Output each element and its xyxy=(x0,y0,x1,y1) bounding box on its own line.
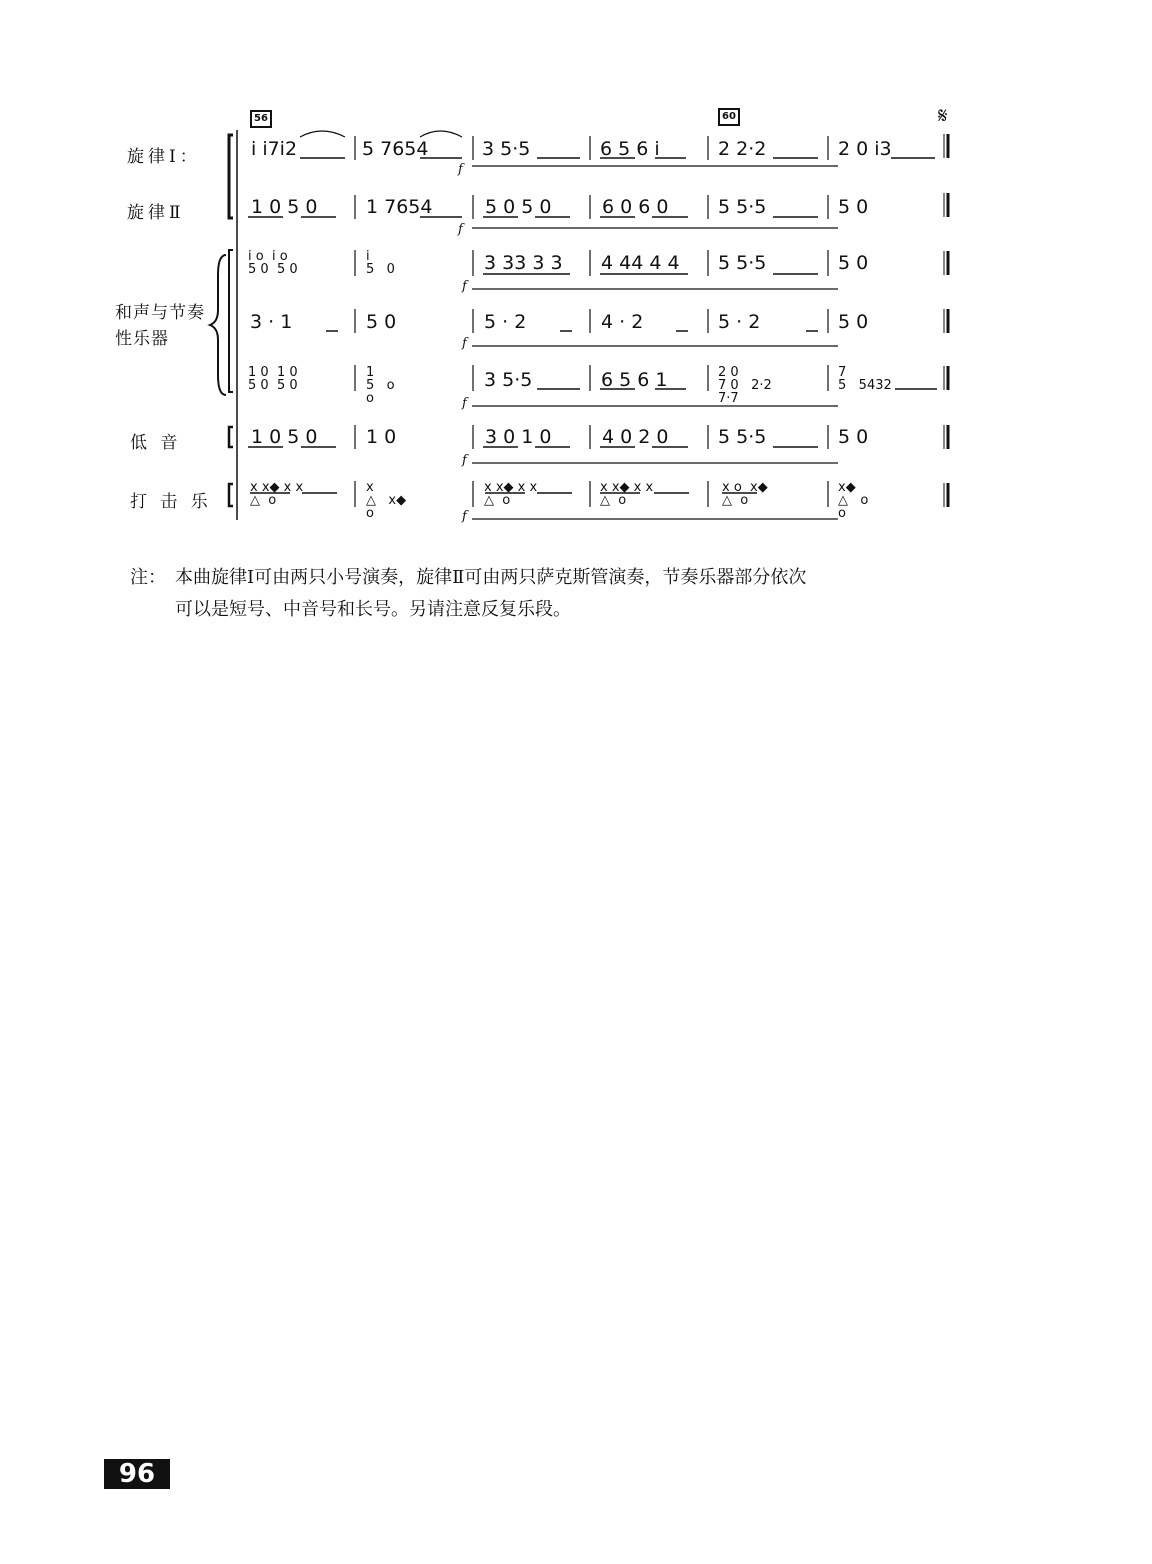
part-label-melody-1: 旋律Ⅰ： xyxy=(127,147,201,167)
final-barlines xyxy=(944,134,948,507)
dynamic-f-4: f xyxy=(462,336,467,351)
harmony2-measure-4: 4 · 2 xyxy=(601,311,644,333)
harmony3-measure-5: 2 0 7 0 2·2 7·7 xyxy=(718,365,772,406)
harmony1-measure-1: i o i o 5 0 5 0 xyxy=(248,249,298,277)
harmony1-measure-5: 5 5·5 xyxy=(718,252,767,274)
melody1-measure-1: i i7i2 xyxy=(251,138,298,160)
harmony3-measure-3: 3 5·5 xyxy=(484,369,533,391)
melody1-measure-5: 2 2·2 xyxy=(718,138,767,160)
harmony1-measure-2: i 5 0 xyxy=(366,249,395,277)
harmony2-measure-2: 5 0 xyxy=(366,311,397,333)
melody2-measure-4: 6 0 6 0 xyxy=(602,196,669,218)
bass-bracket xyxy=(229,427,233,447)
rehearsal-mark-60: 60 xyxy=(718,108,740,126)
bass-measure-3: 3 0 1 0 xyxy=(485,426,552,448)
dynamic-f-3: f xyxy=(462,279,467,294)
harmony2-measure-3: 5 · 2 xyxy=(484,311,527,333)
footnote-line-2: 可以是短号、中音号和长号。另请注意反复乐段。 xyxy=(175,599,571,620)
dynamic-lines xyxy=(472,166,838,519)
harmony1-measure-4: 4 44 4 4 xyxy=(601,252,680,274)
percussion-measure-1: x x◆ x x △ o xyxy=(250,480,304,508)
melody1-measure-3: 3 5·5 xyxy=(482,138,531,160)
melody1-measure-4: 6 5 6 i xyxy=(600,138,660,160)
dynamic-f-5: f xyxy=(462,396,467,411)
melody2-measure-6: 5 0 xyxy=(838,196,869,218)
footnote-label: 注： xyxy=(130,567,166,588)
harmony1-measure-6: 5 0 xyxy=(838,252,869,274)
bass-measure-1: 1 0 5 0 xyxy=(251,426,318,448)
dynamic-f-2: f xyxy=(458,222,463,237)
harmony2-measure-6: 5 0 xyxy=(838,311,869,333)
part-label-bass: 低 音 xyxy=(130,433,182,453)
dynamic-f-7: f xyxy=(462,509,467,524)
harmony3-measure-1: 1 0 1 0 5 0 5 0 xyxy=(248,365,298,393)
bass-measure-2: 1 0 xyxy=(366,426,397,448)
bass-measure-6: 5 0 xyxy=(838,426,869,448)
melody2-measure-3: 5 0 5 0 xyxy=(485,196,552,218)
percussion-measure-3: x x◆ x x △ o xyxy=(484,480,538,508)
score-lines xyxy=(0,0,1152,560)
harmony-brace xyxy=(210,255,226,395)
page-number: 96 xyxy=(104,1459,170,1489)
melody1-measure-2: 5 7654 xyxy=(362,138,429,160)
part-label-harmony-rhythm: 和声与节奏性乐器 xyxy=(115,303,205,349)
harmony-bracket xyxy=(229,250,233,392)
melody2-measure-1: 1 0 5 0 xyxy=(251,196,318,218)
percussion-bracket xyxy=(229,484,233,506)
bass-measure-5: 5 5·5 xyxy=(718,426,767,448)
slurs xyxy=(300,131,462,137)
percussion-measure-4: x x◆ x x △ o xyxy=(600,480,654,508)
part-label-percussion: 打 击 乐 xyxy=(130,492,212,512)
dynamic-f-1: f xyxy=(458,162,463,177)
bass-measure-4: 4 0 2 0 xyxy=(602,426,669,448)
percussion-measure-6: x◆ △ o o xyxy=(838,480,869,521)
melody2-measure-2: 1 7654 xyxy=(366,196,433,218)
harmony3-measure-4: 6 5 6 1 xyxy=(601,369,668,391)
segno-sign: 𝄋 xyxy=(938,104,948,129)
harmony2-measure-1: 3 · 1 xyxy=(250,311,293,333)
rehearsal-mark-56: 56 xyxy=(250,110,272,128)
melody2-measure-5: 5 5·5 xyxy=(718,196,767,218)
melody-bracket xyxy=(229,135,233,218)
harmony3-measure-6: 7 5 5432 xyxy=(838,365,892,393)
percussion-measure-5: x o x◆ △ o xyxy=(722,480,768,508)
harmony1-measure-3: 3 33 3 3 xyxy=(484,252,563,274)
dynamic-f-6: f xyxy=(462,453,467,468)
footnote-line-1: 本曲旋律Ⅰ可由两只小号演奏，旋律Ⅱ可由两只萨克斯管演奏，节奏乐器部分依次 xyxy=(175,567,807,588)
harmony2-measure-5: 5 · 2 xyxy=(718,311,761,333)
melody1-measure-6: 2 0 i3 xyxy=(838,138,892,160)
percussion-measure-2: x △ x◆ o xyxy=(366,480,407,521)
part-label-melody-2: 旋律Ⅱ xyxy=(127,203,185,223)
harmony3-measure-2: 1 5 o o xyxy=(366,365,395,406)
beams xyxy=(248,158,937,493)
